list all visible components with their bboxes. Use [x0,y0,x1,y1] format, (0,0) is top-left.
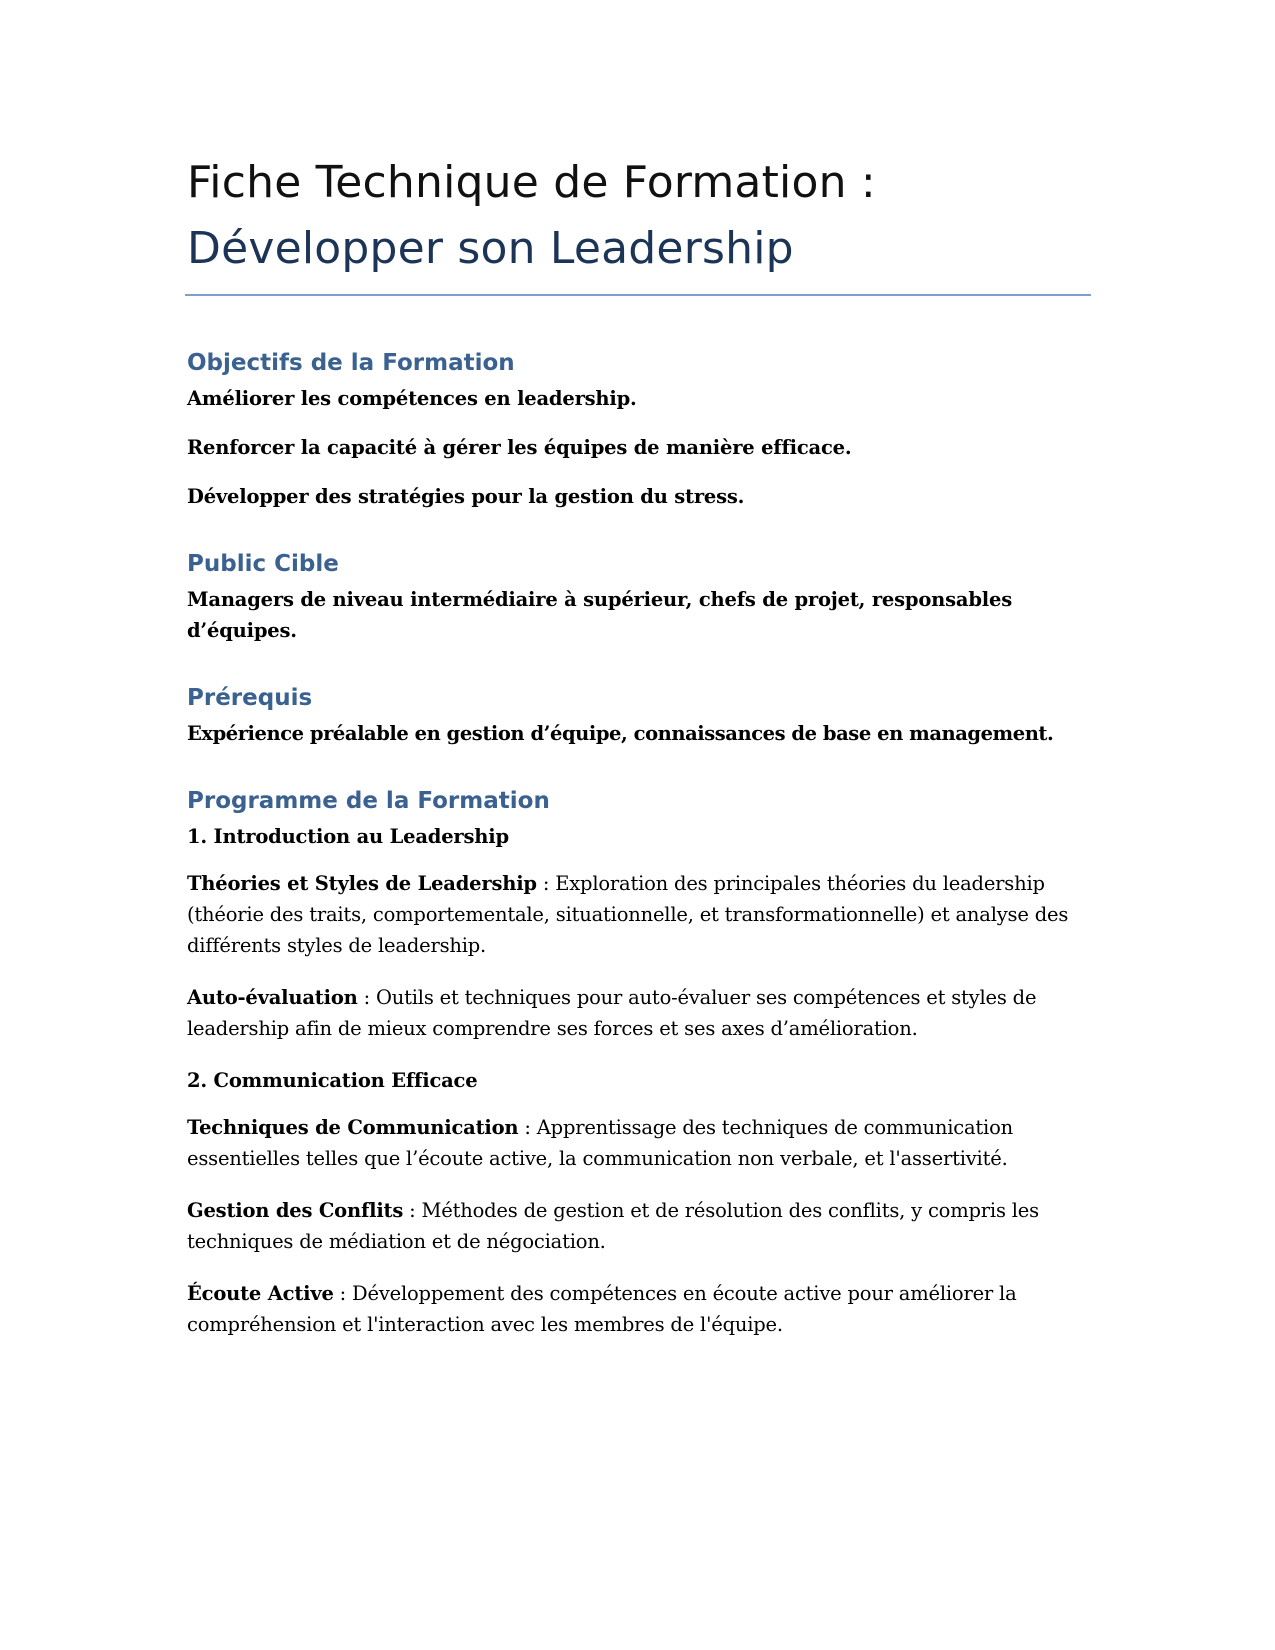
module-item [187,982,1093,1044]
module-item [187,1278,1093,1340]
document-title [187,150,1093,282]
section-prerequis [187,683,1093,749]
module-item [187,1112,1093,1174]
section-programme [187,786,1093,1340]
module-item-text: : Outils et techniques pour auto-évaluer ses compétences et styles de leadership afin de mieux comprendre ses forces et ses axes d’amélioration. [187,986,1037,1040]
module-item-text: : Méthodes de gestion et de résolution des conflits, y compris les techniques de médiation et de négociation. [187,1199,1039,1253]
module-item-text: : Développement des compétences en écoute active pour améliorer la compréhension et l'interaction avec les membres de l'équipe. [187,1282,1017,1336]
document-page [187,150,1093,1361]
module-title: 2. Communication Efficace [187,1069,478,1092]
module-item-term: Techniques de Communication [187,1116,519,1139]
section-heading-objectifs: Objectifs de la Formation [187,350,515,376]
module-item-text: : Apprentissage des techniques de communication essentielles telles que l’écoute active, la communication non verbale, et l'assertivité. [187,1116,1013,1170]
module-item-term: Auto-évaluation [187,986,358,1009]
objectif-item: Améliorer les compétences en leadership. [187,387,637,410]
section-heading-programme: Programme de la Formation [187,788,550,814]
section-objectifs [187,348,1093,512]
module-item-text: : Exploration des principales théories du leadership (théorie des traits, comportementale, situationnelle, et transformationnelle) et analyse des différents styles de leadership. [187,872,1069,957]
objectif-item: Développer des stratégies pour la gestion du stress. [187,485,745,508]
module-title: 1. Introduction au Leadership [187,825,509,848]
module-item-term: Écoute Active [187,1282,334,1305]
module-item-term: Théories et Styles de Leadership [187,872,537,895]
document-title-line1: Fiche Technique de Formation : [187,157,876,208]
module-item-term: Gestion des Conflits [187,1199,404,1222]
public-cible-text: Managers de niveau intermédiaire à supérieur, chefs de projet, responsables d’équipes. [187,588,1012,642]
title-divider [185,294,1091,296]
prerequis-text: Expérience préalable en gestion d’équipe, connaissances de base en management. [187,722,1054,745]
section-heading-public-cible: Public Cible [187,551,339,577]
objectif-item: Renforcer la capacité à gérer les équipes de manière efficace. [187,436,852,459]
module-item [187,1195,1093,1257]
document-title-line2: Développer son Leadership [187,223,794,274]
section-heading-prerequis: Prérequis [187,685,313,711]
module-item [187,868,1093,961]
section-public-cible [187,549,1093,646]
